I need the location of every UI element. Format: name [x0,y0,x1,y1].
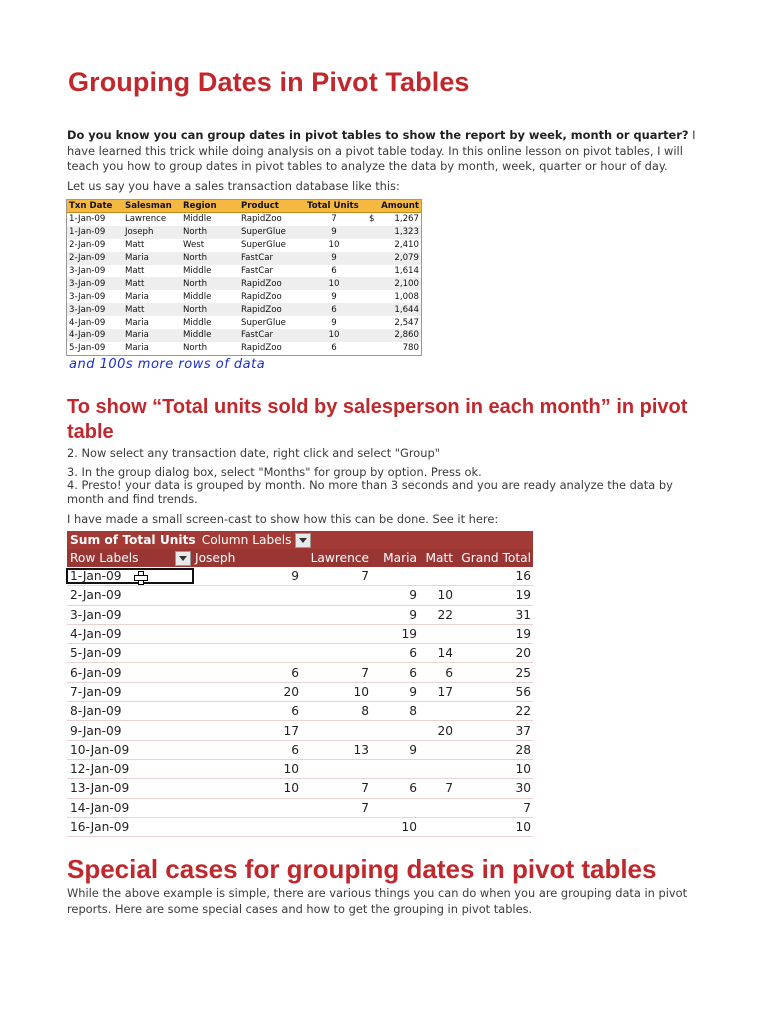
table-row [67,239,422,252]
table-row [67,252,422,265]
pivot-row-label[interactable]: 9-Jan-09 [70,723,122,738]
pivot-cell-grand-total[interactable]: 56 [515,684,531,699]
page-title: Grouping Dates in Pivot Tables [68,67,470,97]
pivot-row-label[interactable]: 7-Jan-09 [70,684,122,699]
pivot-row [67,625,533,644]
section-title-special-cases: Special cases for grouping dates in pivot tables [67,854,657,884]
cell-amount: 1,644 [382,303,422,316]
pivot-row [67,799,533,818]
pivot-body [67,567,533,837]
cell-product: SuperGlue [241,317,286,328]
step-4: 4. Presto! your data is grouped by month. No more than 3 seconds and you are ready analyze the data by month and find trends. [67,478,673,506]
col-txn-date: Txn Date [67,200,124,213]
pivot-cell-joseph[interactable]: 10 [283,781,299,796]
pivot-cell-joseph[interactable]: 20 [283,684,299,699]
cell-currency [363,277,382,290]
pivot-cell-matt[interactable]: 14 [437,646,453,661]
pivot-row-label[interactable]: 14-Jan-09 [70,800,130,815]
pivot-col-lawrence: Lawrence [310,551,369,565]
pivot-cell-grand-total[interactable]: 19 [515,627,531,642]
cell-currency [363,303,382,316]
cell-units: 10 [328,240,340,251]
pivot-cell-grand-total[interactable]: 7 [523,800,531,815]
pivot-row-label[interactable]: 12-Jan-09 [70,762,130,777]
cell-currency [363,252,382,265]
cell-amount: 1,323 [382,226,422,239]
pivot-row-label[interactable]: 5-Jan-09 [70,646,122,661]
cell-units: 7 [331,214,337,225]
pivot-cell-maria[interactable]: 19 [401,627,417,642]
pivot-cell-maria[interactable]: 6 [409,665,417,680]
cell-currency [363,290,382,303]
pivot-cell-maria[interactable]: 9 [409,742,417,757]
pivot-header-row-2 [67,549,533,567]
cell-region: Middle [183,266,212,276]
pivot-value-field: Sum of Total Units [70,533,196,547]
cell-product: RapidZoo [241,343,282,354]
cell-amount: 1,267 [394,214,419,225]
pivot-row [67,663,533,682]
cell-units: 6 [331,343,337,354]
pivot-cell-lawrence[interactable]: 7 [361,665,369,680]
table-row [67,226,422,239]
column-labels-dropdown-icon[interactable] [295,533,311,548]
cell-salesman: Maria [125,291,149,302]
cell-date: 5-Jan-09 [69,343,106,354]
pivot-col-matt: Matt [425,551,453,565]
pivot-row-label[interactable]: 3-Jan-09 [70,607,122,622]
pivot-cell-joseph[interactable]: 6 [291,742,299,757]
pivot-cell-maria[interactable]: 8 [409,704,417,719]
col-product: Product [239,200,305,213]
pivot-cell-maria[interactable]: 9 [409,684,417,699]
pivot-cell-grand-total[interactable]: 10 [515,820,531,834]
pivot-cell-grand-total[interactable]: 30 [515,781,531,796]
pivot-row [67,721,533,740]
pivot-cell-grand-total[interactable]: 19 [515,588,531,603]
pivot-row [67,779,533,798]
pivot-cell-maria[interactable]: 9 [409,607,417,622]
pivot-cell-matt[interactable]: 7 [445,781,453,796]
pivot-cell-grand-total[interactable]: 37 [515,723,531,738]
cell-units: 10 [305,277,363,290]
cell-product: FastCar [239,252,305,265]
pivot-cell-grand-total[interactable]: 31 [515,607,531,622]
pivot-cell-matt[interactable]: 10 [437,588,453,603]
pivot-cell-lawrence[interactable]: 10 [353,684,369,699]
col-total-units: Total Units [305,200,363,213]
cell-date: 3-Jan-09 [67,303,124,316]
pivot-cell-lawrence[interactable]: 13 [353,742,369,757]
pivot-row [67,741,533,760]
step-3: 3. In the group dialog box, select "Months" for group by option. Press ok. [67,465,482,479]
cell-region: Middle [183,317,212,328]
cell-salesman: Maria [123,252,181,265]
table-row [67,329,422,342]
cell-region: Middle [183,214,212,225]
col-salesman: Salesman [123,200,181,213]
pivot-cell-matt[interactable]: 6 [445,665,453,680]
pivot-cell-maria[interactable]: 10 [401,820,417,834]
pivot-cell-lawrence[interactable]: 8 [361,704,369,719]
pivot-cell-grand-total[interactable]: 20 [515,646,531,661]
intro-bold: Do you know you can group dates in pivot tables to show the report by week, month or quarter? [67,128,689,142]
pivot-cell-maria[interactable]: 6 [409,781,417,796]
cell-salesman: Maria [125,317,149,328]
pivot-row-label[interactable]: 4-Jan-09 [70,627,122,642]
pivot-cell-joseph[interactable]: 9 [291,569,299,584]
cell-salesman: Matt [123,277,181,290]
pivot-table [67,531,533,837]
pivot-cell-matt[interactable]: 20 [437,723,453,738]
pivot-row-label[interactable]: 10-Jan-09 [70,742,130,757]
cell-currency [363,329,382,342]
cell-product: RapidZoo [241,291,282,302]
pivot-row [67,818,533,837]
cell-salesman: Joseph [123,226,181,239]
cell-region: North [183,343,208,354]
cell-salesman: Matt [123,303,181,316]
pivot-cell-maria[interactable]: 9 [409,588,417,603]
cell-amount: 2,100 [382,277,422,290]
cell-units: 6 [305,303,363,316]
pivot-cell-grand-total[interactable]: 22 [515,704,531,719]
pivot-cell-grand-total[interactable]: 16 [515,569,531,584]
cell-date: 2-Jan-09 [67,252,124,265]
cell-units: 9 [331,291,337,302]
cell-date: 2-Jan-09 [69,240,106,251]
pivot-cell-joseph[interactable]: 17 [283,723,299,738]
pivot-header-row-1 [67,531,533,549]
cell-product: FastCar [239,329,305,342]
col-amount: Amount [363,200,422,213]
cell-product: FastCar [241,266,274,276]
row-labels-header [67,551,193,566]
cell-amount: 1,008 [394,291,419,302]
cell-currency [363,226,382,239]
pivot-row-label[interactable] [67,569,193,583]
cell-units: 9 [331,317,337,328]
pivot-cell-lawrence[interactable]: 7 [361,800,369,815]
table-row [67,290,422,303]
intro-rest: I have learned this trick while doing analysis on a pivot table today. In this online lesson on pivot tables, I will teach you how to group dates in pivot tables to analyze the data by month, week, quarter or hour of day. [67,128,696,173]
pivot-cell-joseph[interactable]: 6 [291,665,299,680]
pivot-row [67,644,533,663]
cell-salesman: Maria [125,343,149,354]
cell-region: Middle [181,329,239,342]
table-row [67,303,422,316]
cell-currency [363,342,382,355]
pivot-row-label-text: 1-Jan-09 [70,569,122,584]
table-row [67,316,422,329]
pivot-row [67,760,533,779]
cell-amount: 2,547 [394,317,419,328]
table-row [67,342,422,355]
cell-region: North [181,277,239,290]
cell-units: 6 [331,266,337,276]
handwritten-note: and 100s more rows of data [69,357,266,372]
cell-date: 3-Jan-09 [67,277,124,290]
sales-table-header [67,200,422,213]
cell-product: RapidZoo [239,303,305,316]
pivot-cell-grand-total[interactable]: 28 [515,742,531,757]
column-labels: Column Labels [201,533,292,547]
cell-product: SuperGlue [239,226,305,239]
cell-amount: 2,079 [382,252,422,265]
table-row [67,277,422,290]
screencast-text: I have made a small screen-cast to show how this can be done. See it here: [67,512,499,526]
cell-amount: 2,860 [382,329,422,342]
pivot-cell-matt[interactable]: 22 [437,607,453,622]
pivot-cell-grand-total[interactable]: 25 [515,665,531,680]
pivot-col-joseph: Joseph [195,551,236,565]
pivot-row-label[interactable]: 6-Jan-09 [70,665,122,680]
pivot-row [67,606,533,625]
table-row [67,265,422,278]
cell-product: RapidZoo [239,277,305,290]
cell-salesman: Matt [125,266,145,276]
lead-text: Let us say you have a sales transaction database like this: [67,179,400,193]
cell-product: RapidZoo [241,214,282,225]
cell-region: Middle [183,291,212,302]
cell-amount: 1,614 [394,266,419,276]
cell-date: 3-Jan-09 [69,291,106,302]
pivot-cell-joseph[interactable]: 6 [291,704,299,719]
pivot-cell-joseph[interactable]: 10 [283,762,299,777]
pivot-cell-grand-total[interactable]: 10 [515,762,531,777]
pivot-col-maria: Maria [383,551,417,565]
cell-salesman: Matt [125,240,145,251]
pivot-cell-matt[interactable]: 17 [437,684,453,699]
col-region: Region [181,200,239,213]
step-2: 2. Now select any transaction date, right click and select "Group" [67,446,440,460]
cell-region: North [181,252,239,265]
section-title-total-units: To show “Total units sold by salesperson in each month” in pivot table [67,396,688,443]
cell-amount: 2,410 [394,240,419,251]
pivot-cell-lawrence[interactable]: 7 [361,781,369,796]
cell-salesman: Maria [123,329,181,342]
cell-region: North [181,226,239,239]
cell-units: 10 [305,329,363,342]
cell-currency [363,316,382,329]
cell-currency [363,239,382,252]
pivot-row-label[interactable]: 8-Jan-09 [70,704,122,719]
pivot-row [67,586,533,605]
row-labels: Row Labels [70,551,139,565]
pivot-row [67,567,533,586]
row-labels-dropdown-icon[interactable] [175,551,191,566]
cell-date: 1-Jan-09 [69,214,106,225]
pivot-row [67,683,533,702]
intro-paragraph [67,128,707,175]
pivot-row [67,702,533,721]
table-row [67,213,422,226]
cell-product: SuperGlue [241,240,286,251]
sales-table [66,199,422,356]
cell-amount: 780 [402,343,419,354]
cell-region: North [181,303,239,316]
cell-date: 4-Jan-09 [67,329,124,342]
cell-date: 4-Jan-09 [69,317,106,328]
pivot-row-label[interactable]: 2-Jan-09 [70,588,122,603]
pivot-row-label[interactable]: 13-Jan-09 [70,781,130,796]
cell-units: 9 [305,226,363,239]
pivot-cell-maria[interactable]: 6 [409,646,417,661]
closing-paragraph: While the above example is simple, there are various things you can do when you are grouping data in pivot reports. Here are some special cases and how to get the grouping in pivot tables. [67,886,688,916]
pivot-row-label[interactable]: 16-Jan-09 [70,820,130,834]
cursor-icon [134,571,146,583]
cell-currency [363,265,382,278]
pivot-col-grand-total: Grand Total [461,551,531,565]
cell-units: 9 [305,252,363,265]
cell-currency: $ [369,214,375,225]
pivot-cell-lawrence[interactable]: 7 [361,569,369,584]
cell-region: West [183,240,205,251]
cell-date: 1-Jan-09 [67,226,124,239]
cell-salesman: Lawrence [125,214,167,225]
cell-date: 3-Jan-09 [69,266,106,276]
